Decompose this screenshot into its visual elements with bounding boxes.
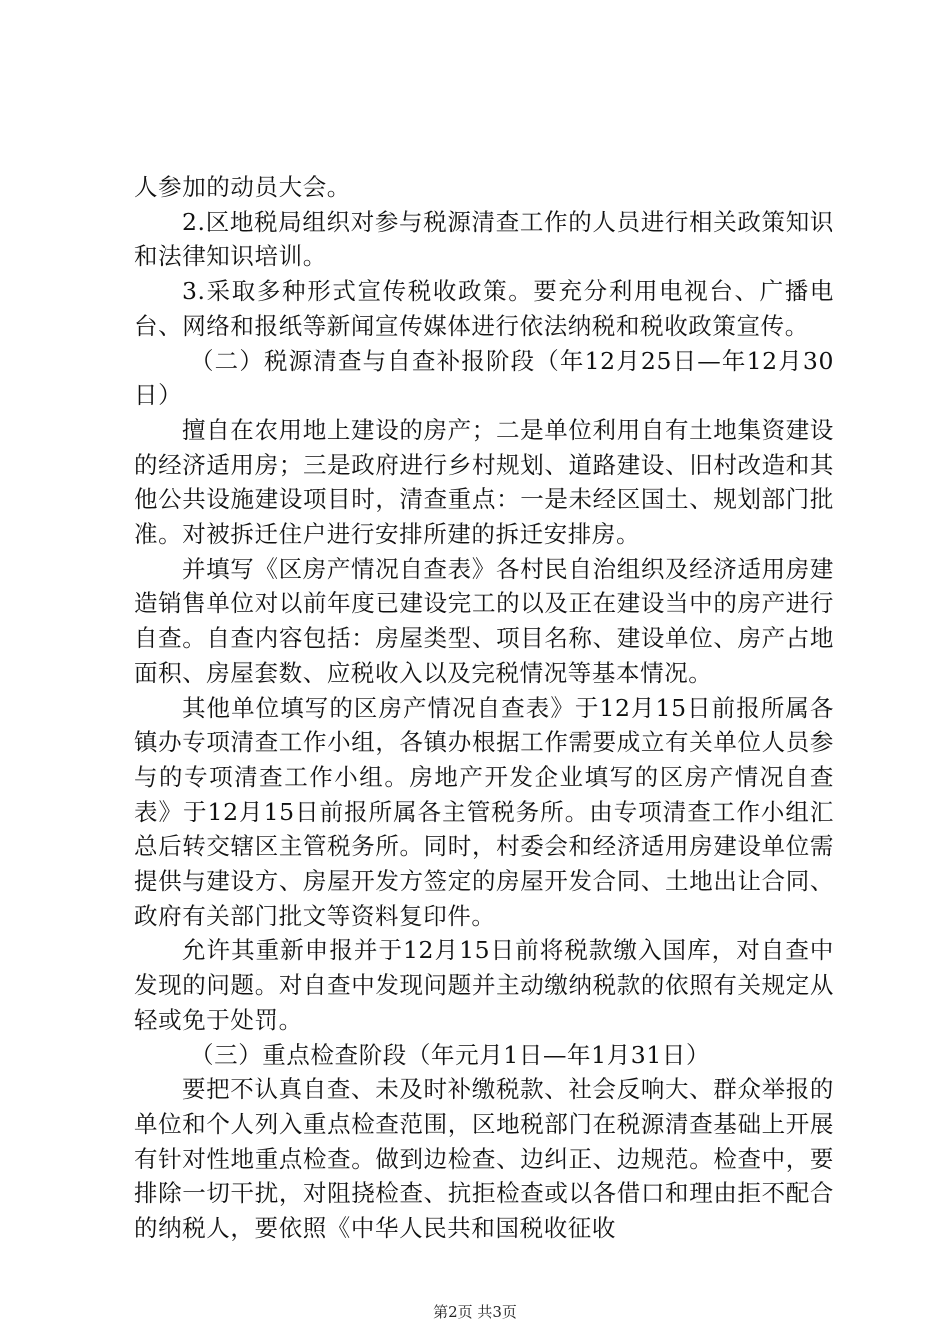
section-heading-2: （二）税源清查与自查补报阶段（年12月25日—年12月30日） — [134, 346, 834, 410]
paragraph-3: 3.采取多种形式宣传税收政策。要充分利用电视台、广播电台、网络和报纸等新闻宣传媒体进行依法纳税和税收政策宣传。 — [134, 277, 834, 340]
document-body — [134, 170, 834, 1246]
paragraph-6: 并填写《区房产情况自查表》各村民自治组织及经济适用房建造销售单位对以前年度已建设完工的以及正在建设当中的房产进行自查。自查内容包括：房屋类型、项目名称、建设单位、房产占地面积、房屋套数、应税收入以及完税情况等基本情况。 — [134, 554, 834, 687]
paragraph-5: 擅自在农用地上建设的房产；二是单位利用自有土地集资建设的经济适用房；三是政府进行乡村规划、道路建设、旧村改造和其他公共设施建设项目时，清查重点：一是未经区国土、规划部门批准。对被拆迁住户进行安排所建的拆迁安排房。 — [134, 415, 834, 549]
paragraph-2: 2.区地税局组织对参与税源清查工作的人员进行相关政策知识和法律知识培训。 — [134, 207, 834, 271]
section-heading-3: （三）重点检查阶段（年元月1日—年1月31日） — [190, 1040, 711, 1069]
paragraph-8: 允许其重新申报并于12月15日前将税款缴入国库，对自查中发现的问题。对自查中发现问题并主动缴纳税款的依照有关规定从轻或免于处罚。 — [134, 936, 834, 1034]
paragraph-7: 其他单位填写的区房产情况自查表》于12月15日前报所属各镇办专项清查工作小组，各镇办根据工作需要成立有关单位人员参与的专项清查工作小组。房地产开发企业填写的区房产情况自查表》于12月15日前报所属各主管税务所。由专项清查工作小组汇总后转交辖区主管税务所。同时，村委会和经济适用房建设单位需提供与建设方、房屋开发方签定的房屋开发合同、土地出让合同、政府有关部门批文等资料复印件。 — [134, 693, 834, 930]
page-footer: 第2页 共3页 — [433, 1303, 517, 1321]
paragraph-1: 人参加的动员大会。 — [134, 173, 351, 201]
paragraph-10: 要把不认真自查、未及时补缴税款、社会反响大、群众举报的单位和个人列入重点检查范围，区地税部门在税源清查基础上开展有针对性地重点检查。做到边检查、边纠正、边规范。检查中，要排除一切干扰，对阻挠检查、抗拒检查或以各借口和理由拒不配合的纳税人，要依照《中华人民共和国税收征收 — [134, 1075, 834, 1243]
